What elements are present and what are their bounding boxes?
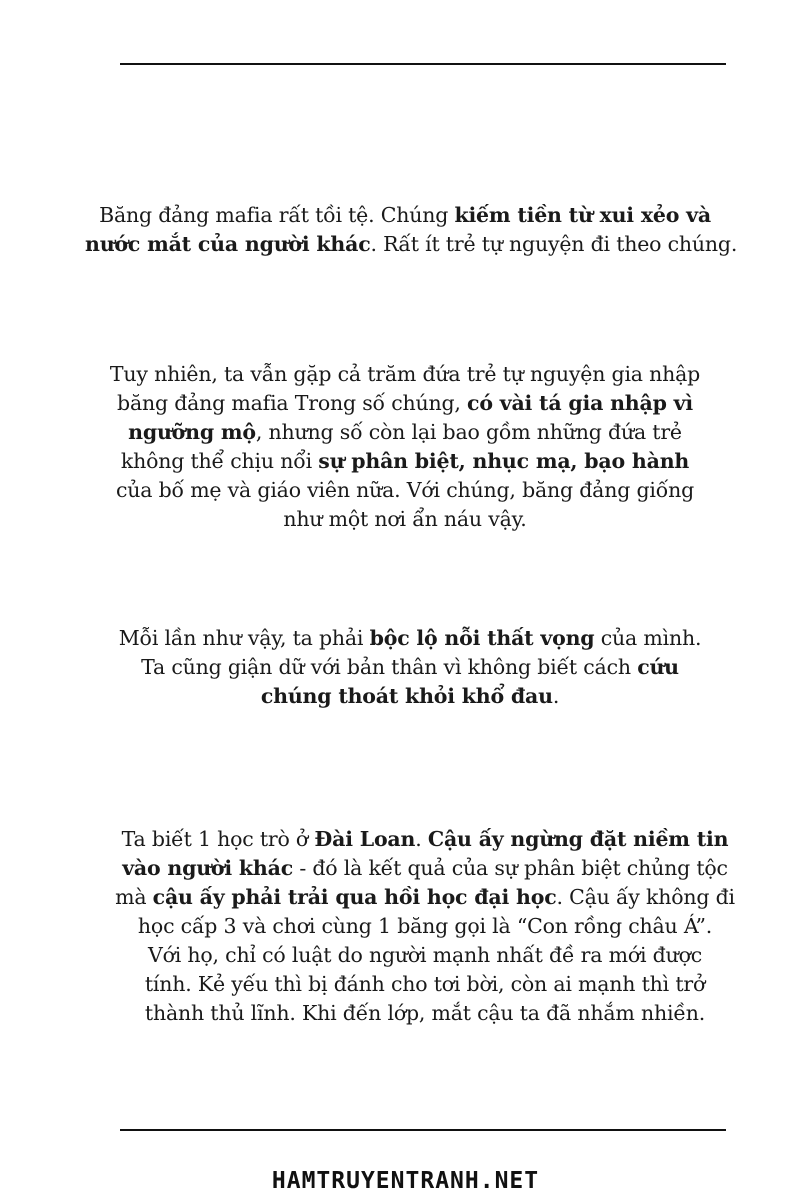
body-text: , nhưng số còn lại bao gồm những đứa trẻ [255, 420, 682, 444]
body-text: như một nơi ẩn náu vậy. [283, 507, 527, 531]
body-text: học cấp 3 và chơi cùng 1 băng gọi là “Con rồng châu Á”. [137, 914, 713, 938]
emphasis-text: Đài Loan [314, 827, 416, 851]
body-text: Băng đảng mafia rất tồi tệ. Chúng [99, 203, 455, 227]
text-line [85, 505, 725, 534]
body-text: mà [115, 885, 153, 909]
site-watermark[interactable]: HAMTRUYENTRANH.NET [271, 1168, 540, 1194]
body-text: . Rất ít trẻ tự nguyện đi theo chúng. [370, 232, 738, 256]
emphasis-text: sự phân biệt, nhục mạ, bạo hành [318, 449, 690, 473]
body-text: Tuy nhiên, ta vẫn gặp cả trăm đứa trẻ tự nguyện gia nhập [109, 362, 701, 386]
body-text: Với họ, chỉ có luật do người mạnh nhất đề ra mới được [147, 943, 703, 967]
emphasis-text: chúng thoát khỏi khổ đau [260, 684, 553, 708]
emphasis-text: bộc lộ nỗi thất vọng [369, 626, 595, 650]
text-line [85, 447, 725, 476]
body-text: . Cậu ấy không đi [556, 885, 735, 909]
paragraph-4 [105, 825, 745, 1028]
text-line [105, 854, 745, 883]
emphasis-text: kiếm tiền từ xui xẻo và [454, 203, 711, 227]
text-line [85, 418, 725, 447]
body-text: . [415, 827, 428, 851]
text-line [85, 389, 725, 418]
paragraph-2 [85, 360, 725, 534]
emphasis-text: cứu [637, 655, 679, 679]
body-text: Ta cũng giận dữ với bản thân vì không biết cách [141, 655, 638, 679]
text-line [90, 624, 730, 653]
emphasis-text: cậu ấy phải trải qua hồi học đại học [152, 885, 557, 909]
body-text: tính. Kẻ yếu thì bị đánh cho tơi bời, còn ai mạnh thì trở [144, 972, 706, 996]
emphasis-text: ngưỡng mộ [128, 420, 256, 444]
text-line [85, 476, 725, 505]
text-line [90, 682, 730, 711]
bottom-divider [120, 1129, 726, 1131]
top-divider [120, 63, 726, 65]
body-text: không thể chịu nổi [120, 449, 319, 473]
emphasis-text: vào người khác [122, 856, 294, 880]
body-text: Mỗi lần như vậy, ta phải [118, 626, 370, 650]
text-line [85, 360, 725, 389]
text-line [105, 883, 745, 912]
paragraph-1 [85, 201, 738, 259]
body-text: thành thủ lĩnh. Khi đến lớp, mắt cậu ta đã nhắm nhiền. [144, 1001, 706, 1025]
body-text: của mình. [594, 626, 702, 650]
emphasis-text: nước mắt của người khác [85, 232, 371, 256]
body-text: Ta biết 1 học trò ở [121, 827, 315, 851]
body-text: - đó là kết quả của sự phân biệt chủng tộc [293, 856, 728, 880]
text-line [105, 999, 745, 1028]
body-text: . [552, 684, 560, 708]
text-line [105, 941, 745, 970]
text-line [105, 912, 745, 941]
body-text: của bố mẹ và giáo viên nữa. Với chúng, băng đảng giống [115, 478, 694, 502]
text-line [90, 653, 730, 682]
text-line [105, 825, 745, 854]
text-line [85, 230, 738, 259]
body-text: băng đảng mafia Trong số chúng, [117, 391, 468, 415]
text-line [105, 970, 745, 999]
emphasis-text: Cậu ấy ngừng đặt niềm tin [427, 827, 729, 851]
paragraph-3 [90, 624, 730, 711]
text-line [85, 201, 725, 230]
emphasis-text: có vài tá gia nhập vì [467, 391, 693, 415]
